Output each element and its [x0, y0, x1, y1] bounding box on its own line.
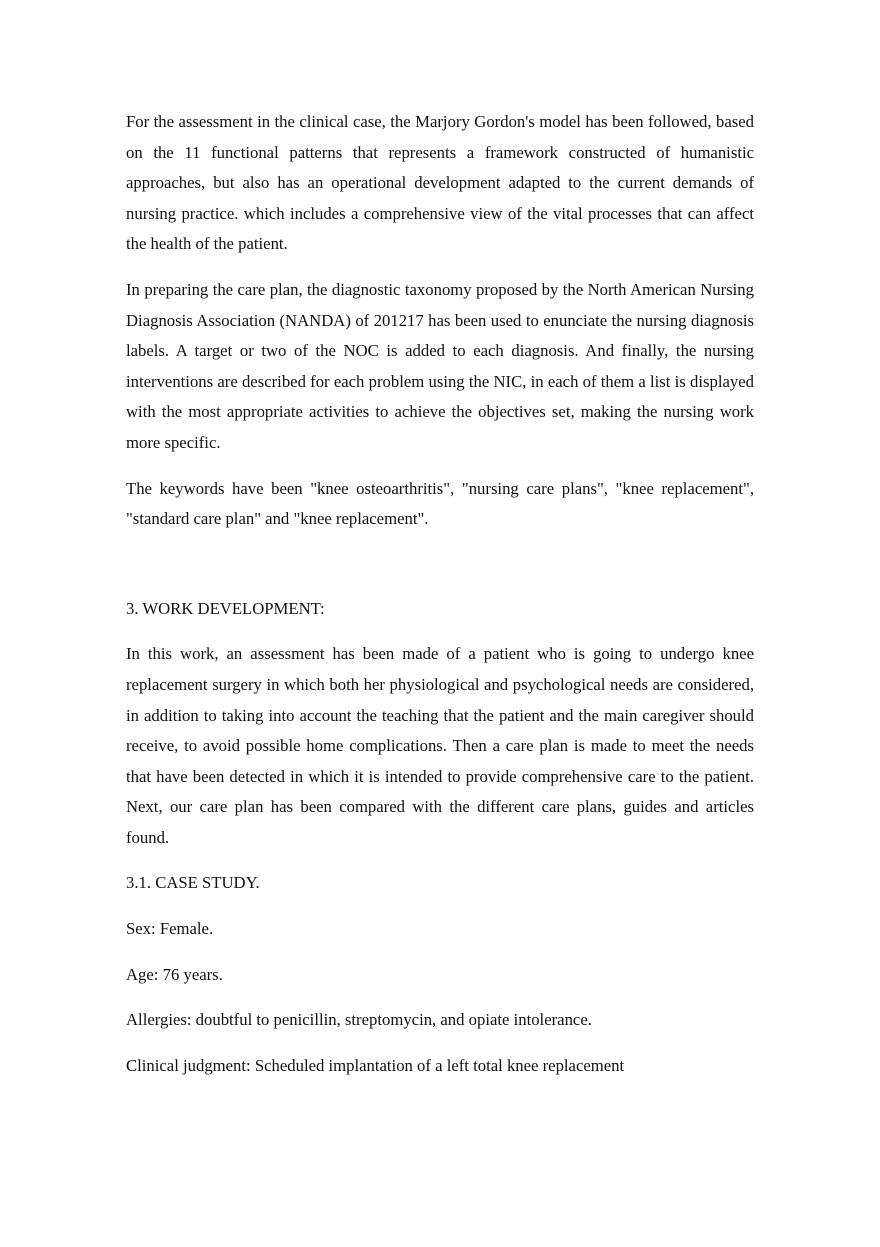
- intro-paragraph-assessment: For the assessment in the clinical case, the Marjory Gordon's model has been followed, based on the 11 functional patterns that represents a framework constructed of humanistic approaches, but also has an operational development adapted to the current demands of nursing practice. which includes a comprehensive view of the vital processes that can affect the health of the patient.: [126, 112, 754, 254]
- intro-paragraph-care-plan: In preparing the care plan, the diagnostic taxonomy proposed by the North American Nursing Diagnosis Association (NANDA) of 201217 has been used to enunciate the nursing diagnosis labels. A target or two of the NOC is added to each diagnosis. And finally, the nursing interventions are described for each problem using the NIC, in each of them a list is displayed with the most appropriate activities to achieve the objectives set, making the nursing work more specific.: [126, 279, 754, 452]
- section-paragraph: In this work, an assessment has been made of a patient who is going to undergo knee replacement surgery in which both her physiological and psychological needs are considered, in addition to taking into account the teaching that the patient and the main caregiver should receive, to avoid possible home complications. Then a care plan is made to meet the needs that have been detected in which it is intended to provide comprehensive care to the patient. Next, our care plan has been compared with the different care plans, guides and articles found.: [126, 644, 754, 847]
- intro-paragraph-keywords: The keywords have been "knee osteoarthritis", "nursing care plans", "knee replacement", "standard care plan" and "knee replacement".: [126, 478, 754, 529]
- section-spacer: [126, 550, 754, 594]
- page-body: [126, 107, 754, 1096]
- case-line-clinical-judgment: Clinical judgment: Scheduled implantation of a left total knee replacement: [126, 1055, 625, 1075]
- case-line-allergies: Allergies: doubtful to penicillin, streptomycin, and opiate intolerance.: [126, 1010, 592, 1030]
- case-line-sex: Sex: Female.: [126, 919, 214, 939]
- subsection-heading: 3.1. CASE STUDY.: [126, 873, 260, 893]
- section-heading: 3. WORK DEVELOPMENT:: [126, 598, 325, 618]
- case-line-age: Age: 76 years.: [126, 964, 223, 984]
